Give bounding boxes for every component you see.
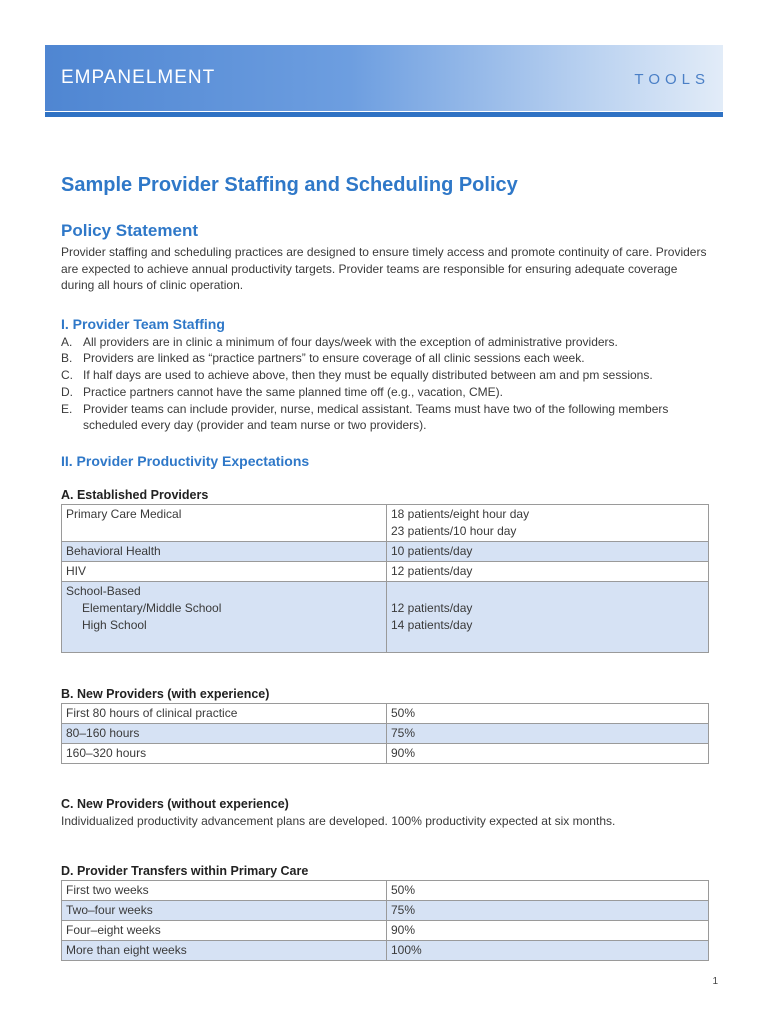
table-cell: 80–160 hours: [62, 724, 387, 744]
table-cell-line: 14 patients/day: [391, 618, 473, 633]
table-cell: [387, 505, 709, 542]
list-item: [61, 367, 709, 384]
provider-transfers-heading: D. Provider Transfers within Primary Care: [61, 863, 309, 878]
staffing-list: [61, 334, 709, 435]
list-marker: D.: [61, 384, 73, 399]
document-body: [61, 170, 709, 961]
provider-transfers-table: [61, 880, 709, 961]
list-item-text: All providers are in clinic a minimum of four days/week with the exception of administrative providers.: [83, 334, 618, 349]
established-providers-table: [61, 504, 709, 653]
table-cell-line: High School: [82, 618, 147, 633]
policy-statement-heading: Policy Statement: [61, 221, 198, 240]
table-cell: 75%: [387, 724, 709, 744]
section-1-heading: I. Provider Team Staffing: [61, 315, 225, 332]
section-2-heading: II. Provider Productivity Expectations: [61, 453, 310, 470]
table-cell: [387, 582, 709, 653]
table-cell: 75%: [387, 900, 709, 920]
table-row: [62, 900, 709, 920]
document-title: Sample Provider Staffing and Scheduling Policy: [61, 174, 518, 196]
list-item: [61, 401, 709, 435]
new-providers-experience-heading: B. New Providers (with experience): [61, 687, 270, 702]
new-providers-no-experience-text: Individualized productivity advancement plans are developed. 100% productivity expected at six months.: [61, 814, 616, 829]
table-row: [62, 562, 709, 582]
table-cell: [62, 582, 387, 653]
table-cell: 160–320 hours: [62, 744, 387, 764]
list-item-text: Providers are linked as “practice partners” to ensure coverage of all clinic sessions each week.: [83, 351, 585, 366]
policy-statement-text: Provider staffing and scheduling practices are designed to ensure timely access and promote continuity of care. Providers are expected to achieve annual productivity targets. Provider teams are responsible for ensuring adequate coverage during all hours of clinic operation.: [61, 245, 707, 292]
list-marker: C.: [61, 368, 73, 383]
header-rule: [45, 112, 723, 117]
table-cell: HIV: [62, 562, 387, 582]
table-cell: First two weeks: [62, 880, 387, 900]
table-cell: 10 patients/day: [387, 542, 709, 562]
list-item: [61, 350, 709, 367]
table-cell: 12 patients/day: [387, 562, 709, 582]
table-cell-line: 18 patients/eight hour day: [391, 507, 530, 522]
table-row: [62, 542, 709, 562]
header-tools-label: TOOLS: [634, 71, 710, 88]
table-row: [62, 920, 709, 940]
list-marker: E.: [61, 401, 73, 416]
table-cell: Primary Care Medical: [62, 505, 387, 542]
table-cell-line: 12 patients/day: [391, 601, 473, 616]
table-row: [62, 582, 709, 653]
table-cell: 90%: [387, 744, 709, 764]
table-row: [62, 940, 709, 960]
table-row: [62, 505, 709, 542]
page-number: 1: [712, 976, 718, 987]
table-row: [62, 744, 709, 764]
table-cell: More than eight weeks: [62, 940, 387, 960]
list-item-text: If half days are used to achieve above, then they must be equally distributed between am and pm sessions.: [83, 368, 653, 383]
list-item-text: Provider teams can include provider, nurse, medical assistant. Teams must have two of the following members scheduled every day (provider and team nurse or two providers).: [83, 401, 669, 433]
header-title: EMPANELMENT: [61, 67, 216, 88]
table-cell: First 80 hours of clinical practice: [62, 704, 387, 724]
new-providers-no-experience-heading: C. New Providers (without experience): [61, 797, 289, 812]
list-item-text: Practice partners cannot have the same planned time off (e.g., vacation, CME).: [83, 384, 503, 399]
table-cell: 50%: [387, 880, 709, 900]
table-cell: 90%: [387, 920, 709, 940]
list-item: [61, 384, 709, 401]
table-cell: 50%: [387, 704, 709, 724]
table-cell: Two–four weeks: [62, 900, 387, 920]
table-cell-line: 23 patients/10 hour day: [391, 524, 517, 539]
table-cell: Behavioral Health: [62, 542, 387, 562]
table-cell: 100%: [387, 940, 709, 960]
table-row: [62, 724, 709, 744]
table-cell-line: School-Based: [66, 584, 141, 599]
established-providers-heading: A. Established Providers: [61, 488, 209, 503]
table-row: [62, 880, 709, 900]
list-marker: A.: [61, 334, 73, 349]
table-cell-spacer: [391, 583, 704, 600]
table-row: [62, 704, 709, 724]
list-marker: B.: [61, 351, 73, 366]
table-cell: Four–eight weeks: [62, 920, 387, 940]
table-cell-line: Elementary/Middle School: [82, 601, 222, 616]
new-providers-experience-table: [61, 703, 709, 764]
list-item: [61, 334, 709, 351]
